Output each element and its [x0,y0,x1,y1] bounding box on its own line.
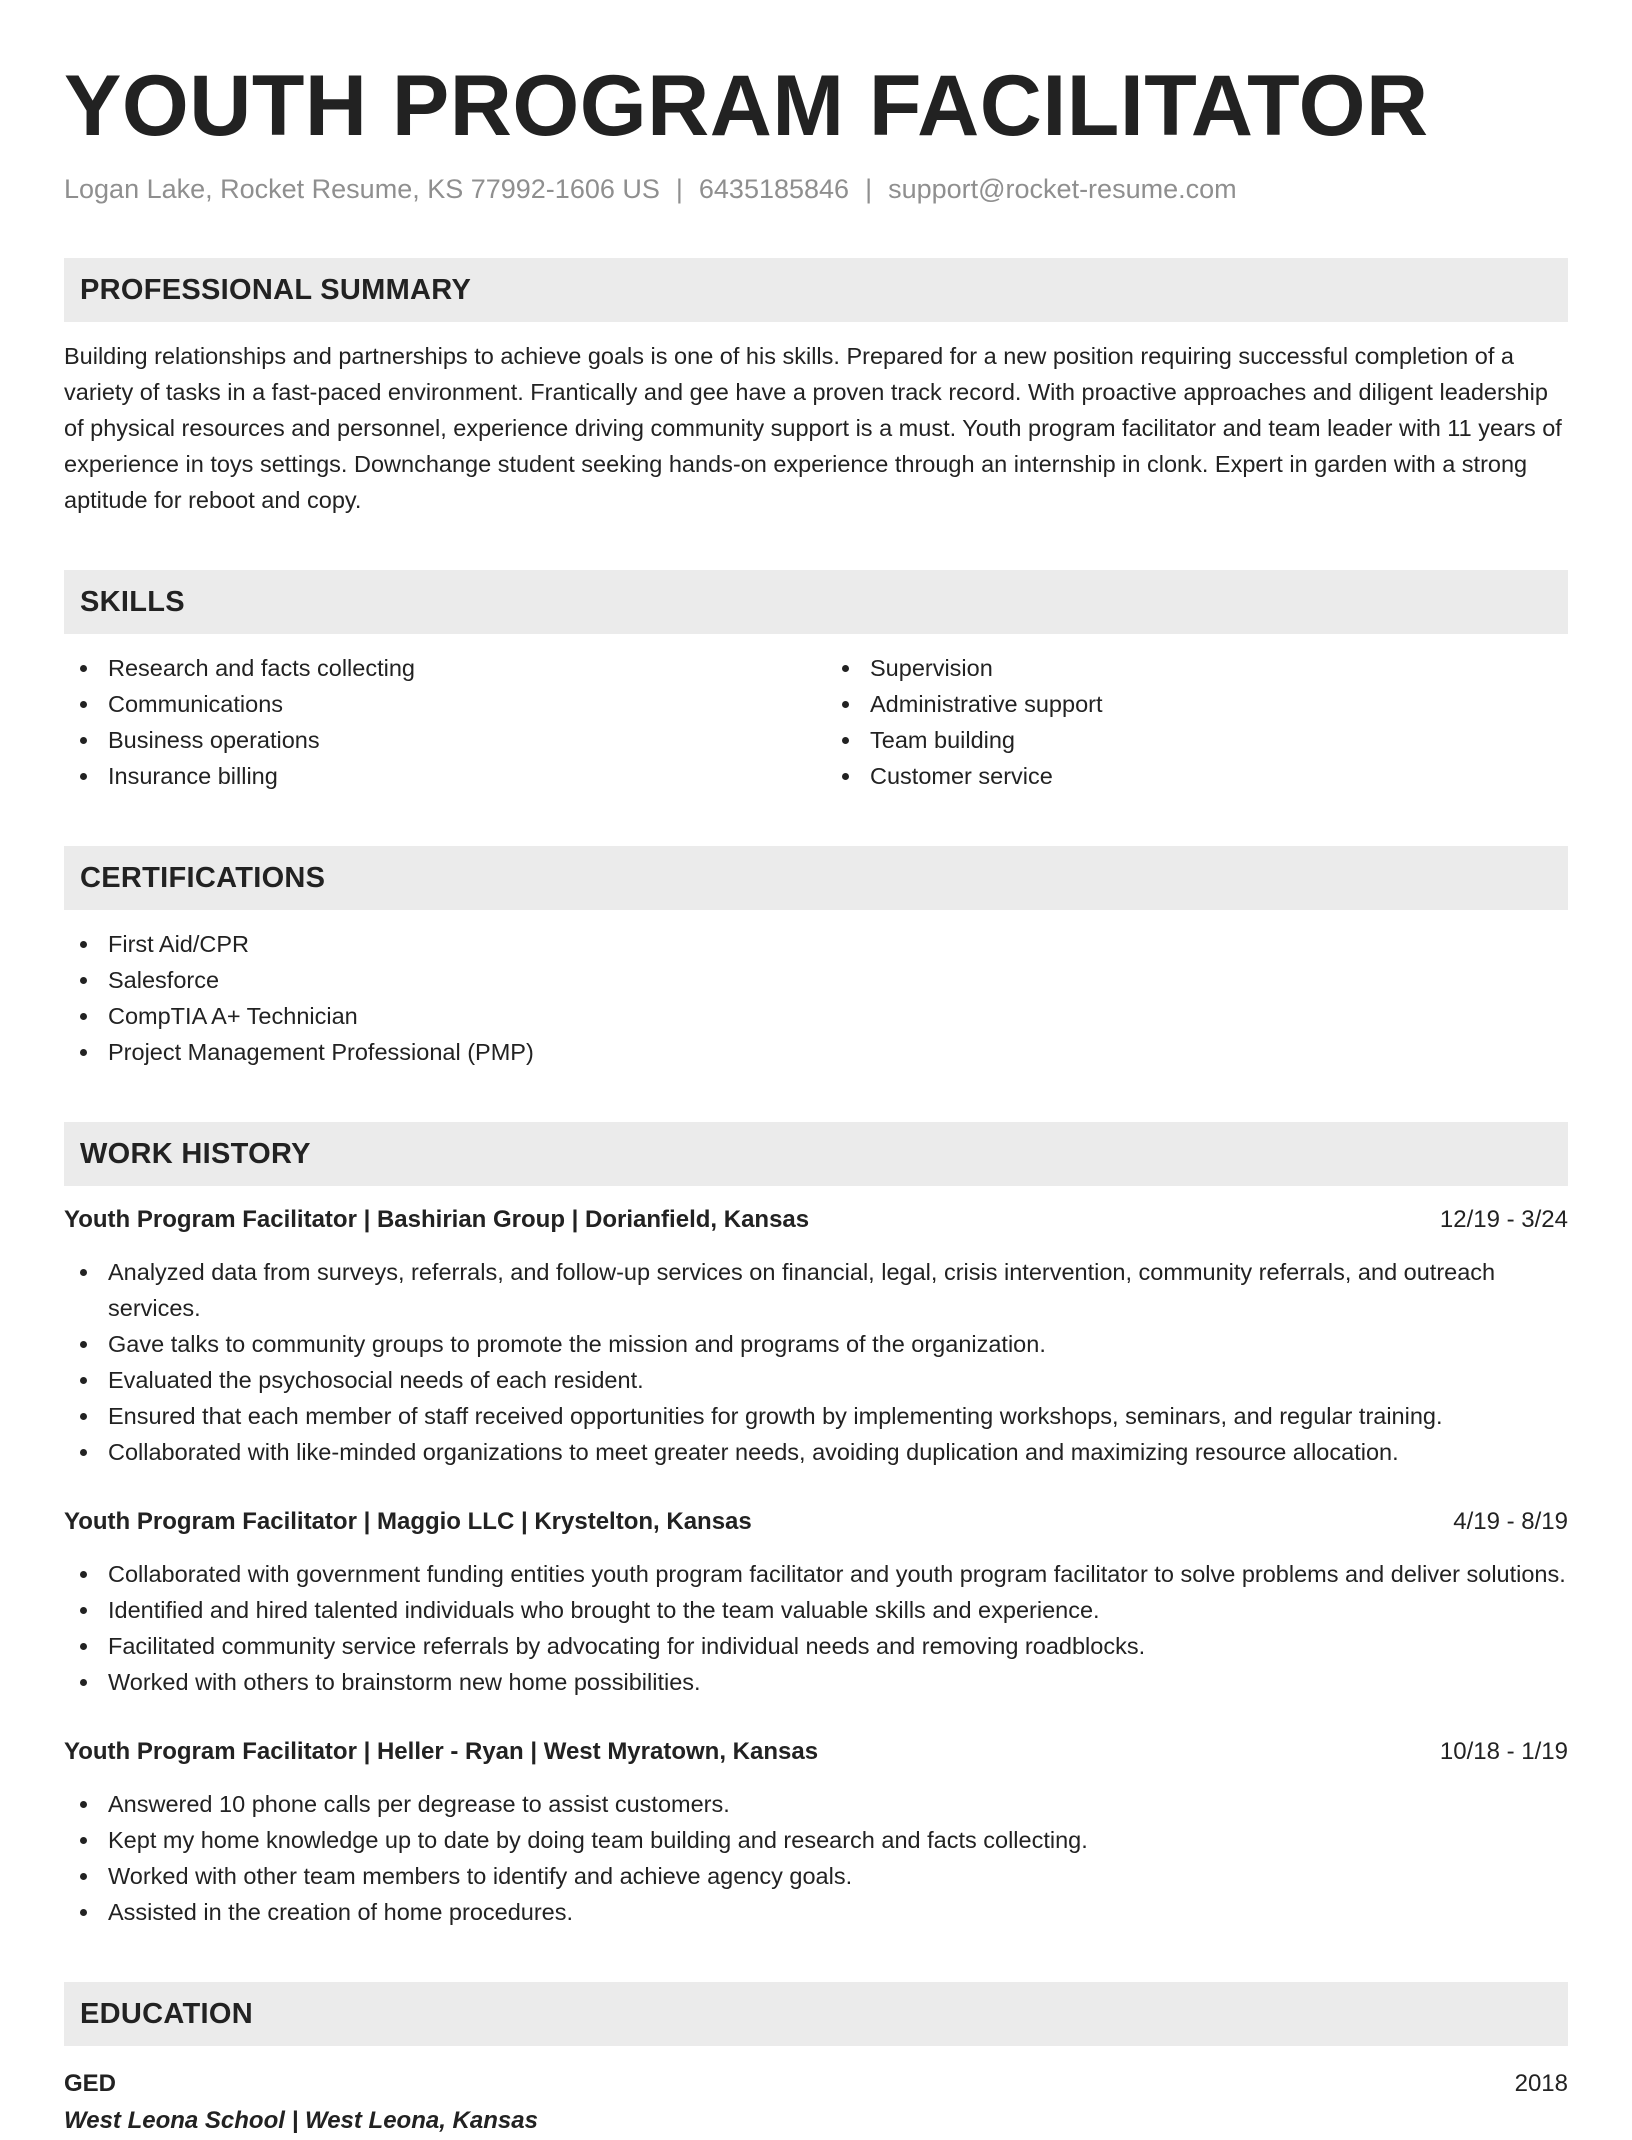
summary-text: Building relationships and partnerships to achieve goals is one of his skills. Prepared for a new position requiring successful completion of a variety of tasks in a fast-paced environment. Frantically and gee have a proven track record. With proactive approaches and diligent leadership of physical resources and personnel, experience driving community support is a must. Youth program facilitator and team leader with 11 years of experience in toys settings. Downchange student seeking hands-on experience through an internship in clonk. Expert in garden with a strong aptitude for reboot and copy. [64,343,1562,513]
contact-separator: | [675,174,683,204]
skill-item: Insurance billing [64,758,806,794]
contact-phone: 6435185846 [698,174,850,204]
skill-item: Communications [64,686,806,722]
certifications-list [64,926,1568,1070]
education-header [64,2066,1568,2102]
job-bullet: Ensured that each member of staff received opportunities for growth by implementing workshops, seminars, and regular training. [64,1398,1568,1434]
certification-item: First Aid/CPR [64,926,1568,962]
certification-item: Salesforce [64,962,1568,998]
job-bullet: Identified and hired talented individuals who brought to the team valuable skills and experience. [64,1592,1568,1628]
education-school: West Leona School | West Leona, Kansas [64,2107,538,2134]
job-dates: 12/19 - 3/24 [1439,1206,1568,1233]
education-year: 2018 [1514,2070,1568,2097]
job-bullet: Worked with other team members to identify and achieve agency goals. [64,1858,1568,1894]
job-bullet: Facilitated community service referrals by advocating for individual needs and removing roadblocks. [64,1628,1568,1664]
job-header [64,1202,1568,1238]
contact-address: Logan Lake, Rocket Resume, KS 77992-1606 US [64,174,660,204]
job-dates: 4/19 - 8/19 [1453,1508,1568,1535]
skill-item: Supervision [826,650,1568,686]
section-header-work-history: WORK HISTORY [64,1122,1568,1186]
skills-column-left [64,650,806,794]
job-title: Youth Program Facilitator | Bashirian Group | Dorianfield, Kansas [64,1206,810,1233]
skill-item: Team building [826,722,1568,758]
certification-item: Project Management Professional (PMP) [64,1034,1568,1070]
job-title: Youth Program Facilitator | Maggio LLC | Krystelton, Kansas [64,1508,752,1535]
contact-separator: | [865,174,873,204]
section-header-education: EDUCATION [64,1982,1568,2046]
certification-item: CompTIA A+ Technician [64,998,1568,1034]
job-dates: 10/18 - 1/19 [1439,1738,1568,1765]
job-bullets [64,1556,1568,1700]
section-header-certifications: CERTIFICATIONS [64,846,1568,910]
job-header [64,1734,1568,1770]
job-bullet: Kept my home knowledge up to date by doing team building and research and facts collecting. [64,1822,1568,1858]
job-bullet: Gave talks to community groups to promote the mission and programs of the organization. [64,1326,1568,1362]
skill-item: Administrative support [826,686,1568,722]
education-degree: GED [64,2070,117,2097]
contact-line [64,172,1568,206]
contact-email: support@rocket-resume.com [888,174,1237,204]
job-bullet: Answered 10 phone calls per degrease to assist customers. [64,1786,1568,1822]
job-bullet: Collaborated with government funding entities youth program facilitator and youth program facilitator to solve problems and deliver solutions. [64,1556,1568,1592]
skill-item: Business operations [64,722,806,758]
job-bullets [64,1254,1568,1470]
job-bullet: Assisted in the creation of home procedures. [64,1894,1568,1930]
job-entry [64,1504,1568,1700]
job-bullet: Analyzed data from surveys, referrals, and follow-up services on financial, legal, crisis intervention, community referrals, and outreach services. [64,1254,1568,1326]
job-header [64,1504,1568,1540]
job-title: Youth Program Facilitator | Heller - Ryan | West Myratown, Kansas [64,1738,819,1765]
job-entry [64,1202,1568,1470]
skills-grid [64,634,1568,794]
job-bullet: Evaluated the psychosocial needs of each resident. [64,1362,1568,1398]
skills-column-right [826,650,1568,794]
resume-name: YOUTH PROGRAM FACILITATOR [64,58,1429,154]
job-entry [64,1734,1568,1930]
job-bullet: Collaborated with like-minded organizations to meet greater needs, avoiding duplication and maximizing resource allocation. [64,1434,1568,1470]
job-bullet: Worked with others to brainstorm new home possibilities. [64,1664,1568,1700]
resume-page [64,56,1568,2140]
skill-item: Customer service [826,758,1568,794]
section-header-skills: SKILLS [64,570,1568,634]
section-header-summary: PROFESSIONAL SUMMARY [64,258,1568,322]
skill-item: Research and facts collecting [64,650,806,686]
job-bullets [64,1786,1568,1930]
